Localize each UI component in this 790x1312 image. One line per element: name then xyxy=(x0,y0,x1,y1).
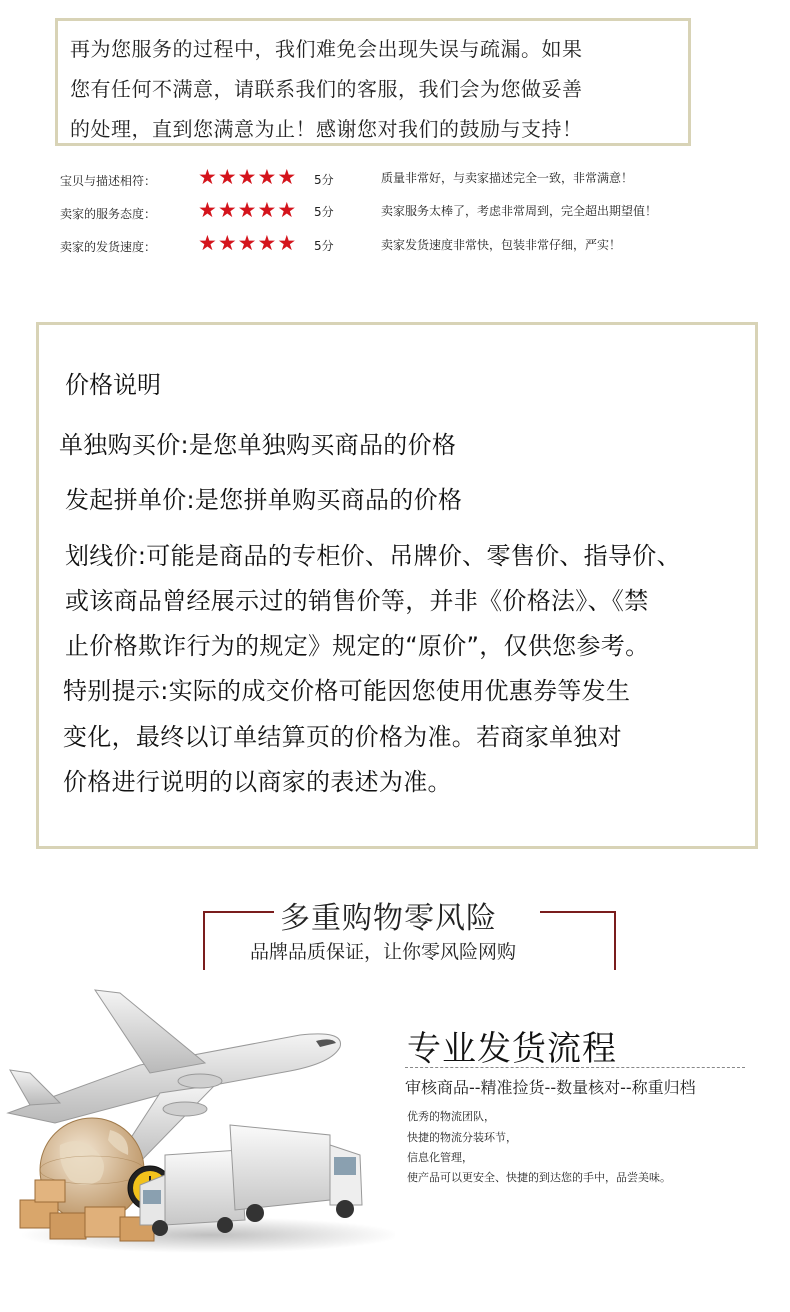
zero-risk-title: 多重购物零风险 xyxy=(280,901,497,936)
star-icon: ★ xyxy=(277,198,297,222)
star-icon: ★ xyxy=(198,198,217,222)
divider-line xyxy=(203,911,205,970)
shipping-line: 使产品可以更安全、快捷的到达您的手中，品尝美味。 xyxy=(407,1171,671,1184)
logistics-illustration xyxy=(0,985,395,1255)
star-icon: ★ xyxy=(217,231,237,255)
notice-line: 的处理，直到您满意为止！感谢您对我们的鼓励与支持！ xyxy=(70,117,583,141)
star-icon: ★ xyxy=(237,165,257,189)
price-info-box xyxy=(36,322,758,849)
divider-line xyxy=(614,911,616,970)
notice-line: 再为您服务的过程中，我们难免会出现失误与疏漏。如果 xyxy=(70,37,583,61)
price-info-line: 变化，最终以订单结算页的价格为准。若商家单独对 xyxy=(63,723,622,751)
truck-icon xyxy=(230,1125,362,1222)
price-info-line: 单独购买价:是您单独购买商品的价格 xyxy=(59,431,457,459)
shipping-line: 快捷的物流分装环节， xyxy=(407,1131,517,1144)
star-icon: ★ xyxy=(257,198,277,222)
shipping-line: 优秀的物流团队， xyxy=(407,1110,495,1123)
rating-label: 卖家的发货速度： xyxy=(60,240,157,254)
rating-stars xyxy=(198,232,296,254)
service-notice-box xyxy=(55,18,691,146)
star-icon: ★ xyxy=(257,165,277,189)
dashed-divider xyxy=(405,1067,745,1068)
price-info-line: 划线价:可能是商品的专柜价、吊牌价、零售价、指导价、 xyxy=(65,542,681,570)
star-icon: ★ xyxy=(237,231,257,255)
notice-line: 您有任何不满意，请联系我们的客服，我们会为您做妥善 xyxy=(70,77,583,101)
shipping-line: 信息化管理， xyxy=(407,1151,473,1164)
rating-score: 5分 xyxy=(314,173,334,187)
price-info-line: 或该商品曾经展示过的销售价等，并非《价格法》、《禁 xyxy=(65,587,649,615)
rating-label: 卖家的服务态度： xyxy=(60,207,157,221)
rating-stars xyxy=(198,166,296,188)
rating-score: 5分 xyxy=(314,205,334,219)
star-icon: ★ xyxy=(198,165,217,189)
divider-line xyxy=(203,911,274,913)
star-icon: ★ xyxy=(198,231,217,255)
star-icon: ★ xyxy=(237,198,257,222)
delivery-van-icon xyxy=(140,1150,245,1236)
shipping-title: 专业发货流程 xyxy=(407,1029,617,1069)
rating-comment: 卖家发货速度非常快，包装非常仔细，严实！ xyxy=(381,238,622,252)
price-info-line: 发起拼单价:是您拼单购买商品的价格 xyxy=(65,486,463,514)
rating-comment: 质量非常好，与卖家描述完全一致，非常满意！ xyxy=(381,171,634,185)
shipping-subtitle: 审核商品--精准捡货--数量核对--称重归档 xyxy=(405,1078,696,1097)
price-info-line: 价格进行说明的以商家的表述为准。 xyxy=(63,768,452,796)
star-icon: ★ xyxy=(277,165,297,189)
rating-stars xyxy=(198,199,296,221)
star-icon: ★ xyxy=(277,231,297,255)
zero-risk-subtitle: 品牌品质保证，让你零风险网购 xyxy=(250,941,517,963)
price-info-line: 止价格欺诈行为的规定》规定的“原价”，仅供您参考。 xyxy=(65,632,650,660)
star-icon: ★ xyxy=(257,231,277,255)
divider-line xyxy=(540,911,616,913)
star-icon: ★ xyxy=(217,198,237,222)
rating-score: 5分 xyxy=(314,239,334,253)
rating-comment: 卖家服务太棒了，考虑非常周到，完全超出期望值！ xyxy=(381,204,658,218)
star-icon: ★ xyxy=(217,165,237,189)
rating-label: 宝贝与描述相符： xyxy=(60,174,157,188)
price-info-line: 特别提示:实际的成交价格可能因您使用优惠券等发生 xyxy=(63,677,631,705)
price-info-title: 价格说明 xyxy=(65,371,161,399)
